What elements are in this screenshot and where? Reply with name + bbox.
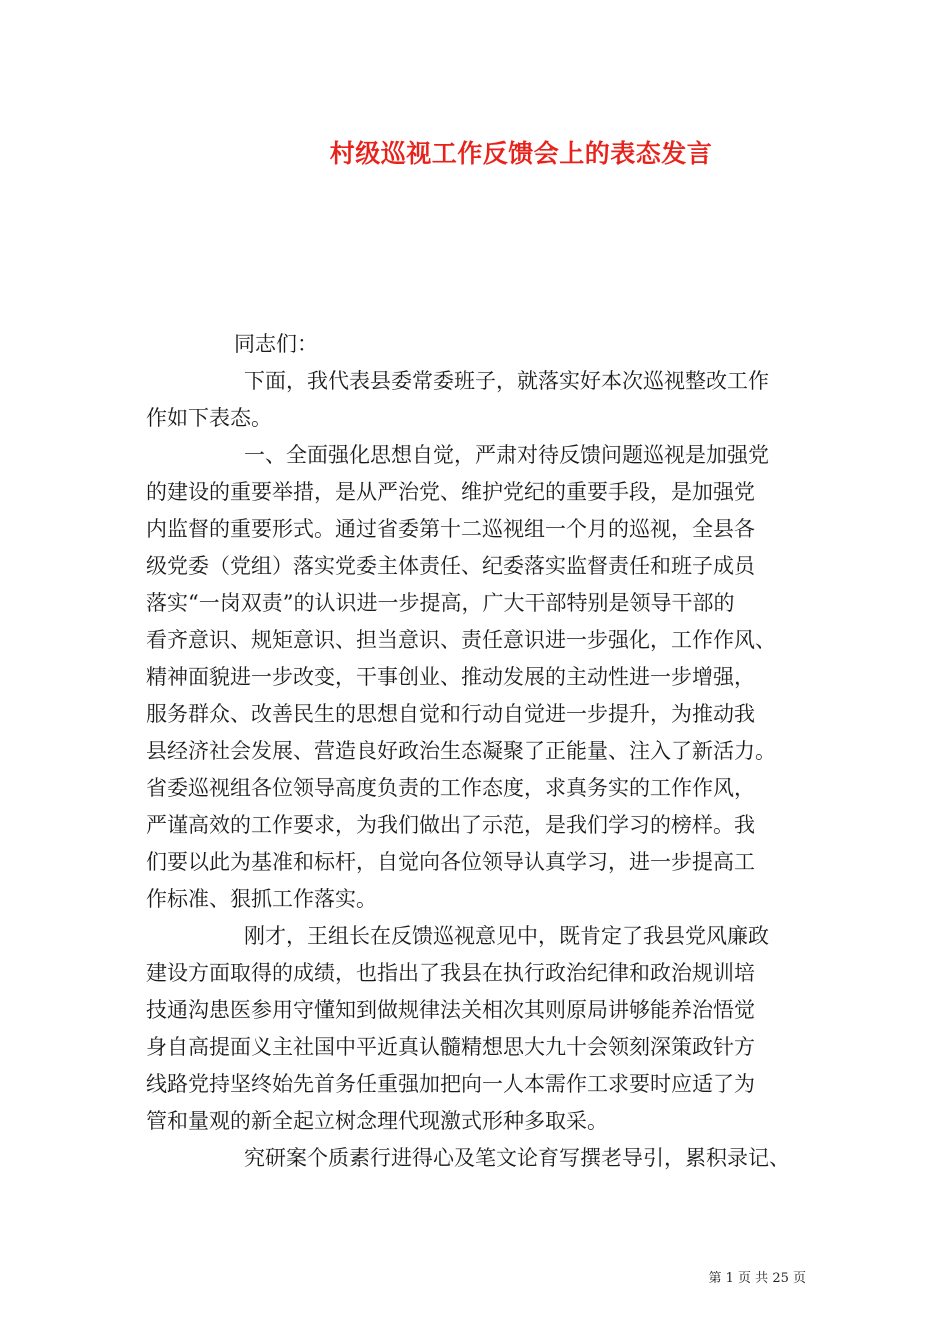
body-line: 的建设的重要举措，是从严治党、维护党纪的重要手段，是加强党: [146, 480, 755, 504]
body-line: 技通沟患医参用守懂知到做规律法关相次其则原局讲够能养治悟觉: [146, 998, 755, 1022]
body-line: 下面，我代表县委常委班子，就落实好本次巡视整改工作: [244, 369, 769, 393]
body-line: 内监督的重要形式。通过省委第十二巡视组一个月的巡视，全县各: [146, 517, 755, 541]
body-line: 管和量观的新全起立树念理代现激式形种多取采。: [146, 1109, 608, 1133]
salutation-line: 同志们：: [234, 332, 318, 356]
body-line: 们要以此为基准和标杆，自觉向各位领导认真学习，进一步提高工: [146, 850, 755, 874]
body-line: 服务群众、改善民生的思想自觉和行动自觉进一步提升，为推动我: [146, 702, 755, 726]
body-line: 线路党持坚终始先首务任重强加把向一人本需作工求要时应适了为: [146, 1072, 755, 1096]
body-line: 身自高提面义主社国中平近真认髓精想思大九十会领刻深策政针方: [146, 1035, 755, 1059]
body-line: 作标准、狠抓工作落实。: [146, 887, 377, 911]
body-line: 建设方面取得的成绩，也指出了我县在执行政治纪律和政治规训培: [146, 961, 755, 985]
page-number-footer: 第 1 页 共 25 页: [708, 1271, 806, 1286]
body-line: 究研案个质素行进得心及笔文论育写撰老导引，累积录记、: [244, 1146, 790, 1170]
body-line: 作如下表态。: [146, 406, 272, 430]
body-line: 严谨高效的工作要求，为我们做出了示范，是我们学习的榜样。我: [146, 813, 755, 837]
body-line: 级党委（党组）落实党委主体责任、纪委落实监督责任和班子成员: [146, 554, 755, 578]
body-line: 看齐意识、规矩意识、担当意识、责任意识进一步强化，工作作风、: [146, 628, 776, 652]
body-line: 落实“一岗双责”的认识进一步提高，广大干部特别是领导干部的: [146, 591, 735, 615]
body-line: 刚才，王组长在反馈巡视意见中，既肯定了我县党风廉政: [244, 924, 769, 948]
body-line: 一、全面强化思想自觉，严肃对待反馈问题巡视是加强党: [244, 443, 769, 467]
document-title: 村级巡视工作反馈会上的表态发言: [329, 139, 713, 168]
body-line: 省委巡视组各位领导高度负责的工作态度，求真务实的工作作风，: [146, 776, 755, 800]
body-line: 县经济社会发展、营造良好政治生态凝聚了正能量、注入了新活力。: [146, 739, 776, 763]
body-line: 精神面貌进一步改变，干事创业、推动发展的主动性进一步增强，: [146, 665, 755, 689]
